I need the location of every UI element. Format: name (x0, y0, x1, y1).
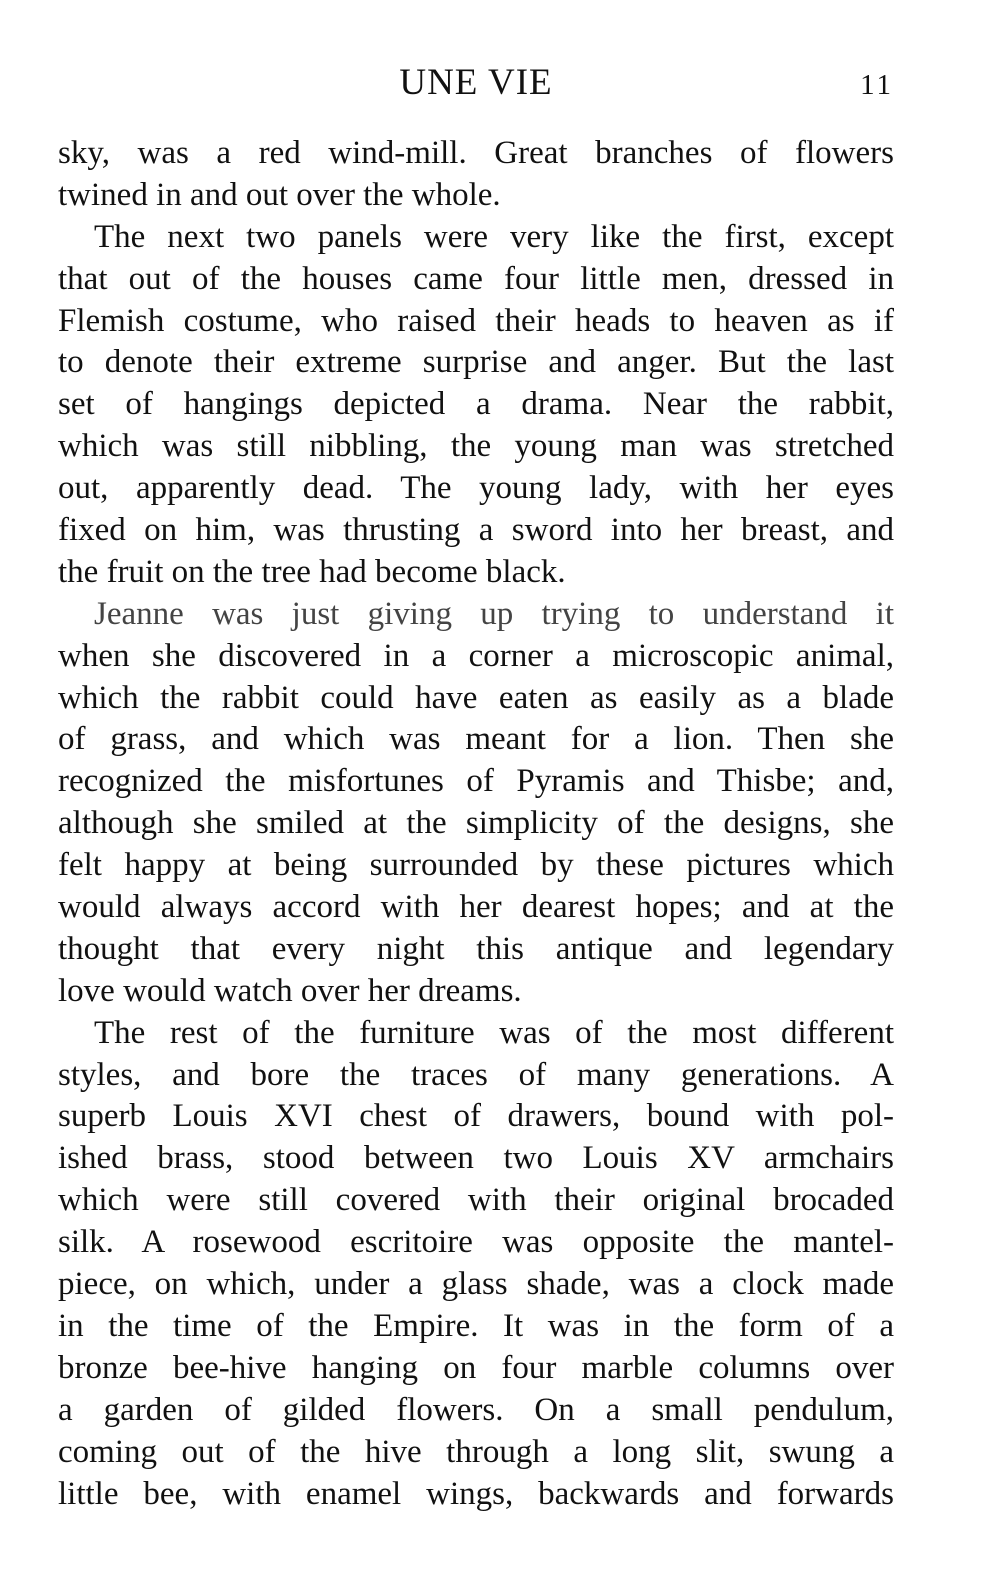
text-line: piece, on which, under a glass shade, was a clock made (58, 1266, 894, 1303)
text-line: silk. A rosewood escritoire was opposite the mantel- (58, 1224, 894, 1261)
text-line: superb Louis XVI chest of drawers, bound with pol- (58, 1098, 894, 1135)
text-line: little bee, with enamel wings, backwards and forwards (58, 1475, 894, 1512)
text-line: in the time of the Empire. It was in the form of a (58, 1307, 894, 1344)
text-line: the fruit on the tree had become black. (58, 553, 566, 590)
page-title: UNE VIE (399, 62, 553, 103)
text-line: ished brass, stood between two Louis XV armchairs (58, 1140, 894, 1177)
text-line: which was still nibbling, the young man was stretched (58, 428, 894, 465)
text-line: thought that every night this antique and legendary (58, 930, 894, 967)
text-line: would always accord with her dearest hopes; and at the (58, 889, 894, 926)
text-line: Flemish costume, who raised their heads to heaven as if (58, 302, 894, 339)
text-line: twined in and out over the whole. (58, 176, 501, 213)
text-line: styles, and bore the traces of many generations. A (58, 1056, 894, 1093)
text-line: although she smiled at the simplicity of the designs, she (58, 805, 894, 842)
running-head (58, 58, 894, 108)
text-line: which the rabbit could have eaten as easily as a blade (58, 679, 894, 716)
text-line: that out of the houses came four little men, dressed in (58, 260, 894, 297)
text-line: felt happy at being surrounded by these pictures which (58, 847, 894, 884)
text-line: coming out of the hive through a long slit, swung a (58, 1433, 894, 1470)
text-line: recognized the misfortunes of Pyramis and Thisbe; and, (58, 763, 894, 800)
text-line: out, apparently dead. The young lady, with her eyes (58, 470, 894, 507)
text-line: set of hangings depicted a drama. Near the rabbit, (58, 386, 894, 423)
text-line: sky, was a red wind-mill. Great branches of flowers (58, 135, 894, 171)
text-line: a garden of gilded flowers. On a small pendulum, (58, 1391, 894, 1428)
text-line: when she discovered in a corner a microscopic animal, (58, 637, 894, 674)
paragraph-start-line: The next two panels were very like the first, except (94, 218, 894, 255)
body-text (58, 133, 894, 1515)
text-line: to denote their extreme surprise and anger. But the last (58, 344, 894, 381)
paragraph-start-line: Jeanne was just giving up trying to understand it (94, 595, 894, 632)
page-number: 11 (860, 69, 894, 101)
text-line: of grass, and which was meant for a lion. Then she (58, 721, 894, 758)
text-line: which were still covered with their original brocaded (58, 1182, 894, 1219)
text-line: fixed on him, was thrusting a sword into her breast, and (58, 512, 894, 549)
paragraph-start-line: The rest of the furniture was of the most different (94, 1014, 894, 1051)
text-line: bronze bee-hive hanging on four marble columns over (58, 1349, 894, 1386)
text-line: love would watch over her dreams. (58, 972, 522, 1009)
